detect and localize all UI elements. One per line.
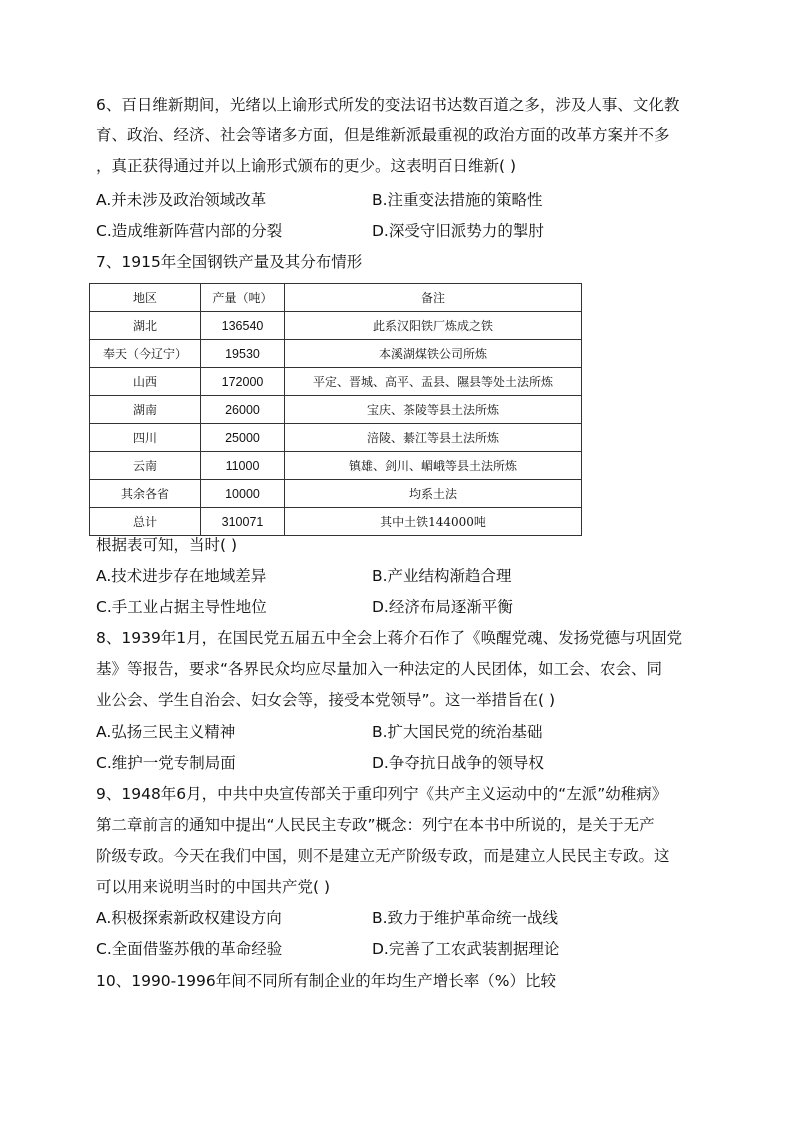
- question-9-stem-line-1: 9、1948年6月，中共中央宣传部关于重印列宁《共产主义运动中的“左派”幼稚病》: [96, 785, 668, 803]
- question-6-option-c: C.造成维新阵营内部的分裂: [96, 222, 283, 240]
- question-10-stem-line-1: 10、1990-1996年间不同所有制企业的年均生产增长率（%）比较: [96, 972, 556, 990]
- table-cell-output: 26000: [201, 396, 285, 424]
- table-cell-output: 172000: [201, 368, 285, 396]
- question-7-title: 7、1915年全国钢铁产量及其分布情形: [96, 253, 363, 271]
- table-row: [90, 452, 582, 480]
- table-cell-region: 湖南: [90, 396, 201, 424]
- question-7-option-d: D.经济布局逐渐平衡: [372, 598, 513, 616]
- question-6-option-b: B.注重变法措施的策略性: [372, 191, 543, 209]
- question-6-stem-line-1: 6、百日维新期间，光绪以上谕形式所发的变法诏书达数百道之多，涉及人事、文化教: [96, 96, 680, 114]
- table-row: [90, 480, 582, 508]
- table-cell-note: 平定、晋城、高平、盂县、隰县等处土法所炼: [285, 368, 582, 396]
- table-cell-note: 镇雄、剑川、嵋峨等县土法所炼: [285, 452, 582, 480]
- question-8-stem-line-1: 8、1939年1月，在国民党五届五中全会上蒋介石作了《唤醒党魂、发扬党德与巩固党: [96, 629, 683, 647]
- question-6-option-a: A.并未涉及政治领域改革: [96, 191, 267, 209]
- table-row: [90, 396, 582, 424]
- question-8-option-a: A.弘扬三民主义精神: [96, 723, 236, 741]
- table-cell-region: 山西: [90, 368, 201, 396]
- question-8-option-d: D.争夺抗日战争的领导权: [372, 754, 544, 772]
- table-row: [90, 312, 582, 340]
- question-9-stem-line-3: 阶级专政。今天在我们中国，则不是建立无产阶级专政，而是建立人民民主专政。这: [96, 847, 670, 865]
- table-cell-output: 10000: [201, 480, 285, 508]
- table-cell-region: 其余各省: [90, 480, 201, 508]
- question-6-option-d: D.深受守旧派势力的掣肘: [372, 222, 544, 240]
- table-cell-region: 云南: [90, 452, 201, 480]
- table-cell-output: 136540: [201, 312, 285, 340]
- question-7-option-a: A.技术进步存在地域差异: [96, 567, 267, 585]
- table-cell-output: 11000: [201, 452, 285, 480]
- question-9-option-d: D.完善了工农武装割据理论: [372, 940, 560, 958]
- table-cell-note: 本溪湖煤铁公司所炼: [285, 340, 582, 368]
- table-header-row: [90, 284, 582, 312]
- question-7-option-c: C.手工业占据主导性地位: [96, 598, 267, 616]
- question-8-stem-line-2: 基》等报告，要求“各界民众均应尽量加入一种法定的人民团体，如工会、农会、同: [96, 660, 663, 678]
- question-8-option-c: C.维护一党专制局面: [96, 754, 236, 772]
- question-6-stem-line-3: ，真正获得通过并以上谕形式颁布的更少。这表明百日维新( ): [96, 157, 517, 175]
- table-cell-region: 总计: [90, 508, 201, 536]
- question-7-stem: 根据表可知，当时( ): [96, 536, 238, 554]
- table-cell-note: 涪陵、綦江等县土法所炼: [285, 424, 582, 452]
- table-cell-note: 此系汉阳铁厂炼成之铁: [285, 312, 582, 340]
- table-cell-region: 湖北: [90, 312, 201, 340]
- table-header-cell: 地区: [90, 284, 201, 312]
- table-cell-output: 19530: [201, 340, 285, 368]
- question-9-option-a: A.积极探索新政权建设方向: [96, 909, 282, 927]
- table-row: [90, 368, 582, 396]
- question-6-stem-line-2: 育、政治、经济、社会等诸多方面，但是维新派最重视的政治方面的改革方案并不多: [96, 126, 670, 144]
- table-row: [90, 340, 582, 368]
- steel-output-table: [89, 283, 582, 536]
- question-9-stem-line-4: 可以用来说明当时的中国共产党( ): [96, 878, 331, 896]
- table-row: [90, 424, 582, 452]
- table-cell-note: 其中土铁144000吨: [285, 508, 582, 536]
- question-7-option-b: B.产业结构渐趋合理: [372, 567, 512, 585]
- table-header-cell: 备注: [285, 284, 582, 312]
- question-9-option-b: B.致力于维护革命统一战线: [372, 909, 559, 927]
- table-cell-note: 均系土法: [285, 480, 582, 508]
- table-cell-output: 25000: [201, 424, 285, 452]
- table-cell-output: 310071: [201, 508, 285, 536]
- question-8-option-b: B.扩大国民党的统治基础: [372, 723, 543, 741]
- table-row: [90, 508, 582, 536]
- question-9-stem-line-2: 第二章前言的通知中提出“人民民主专政”概念：列宁在本书中所说的，是关于无产: [96, 816, 655, 834]
- table-cell-region: 奉天（今辽宁）: [90, 340, 201, 368]
- question-9-option-c: C.全面借鉴苏俄的革命经验: [96, 940, 283, 958]
- question-8-stem-line-3: 业公会、学生自治会、妇女会等，接受本党领导”。这一举措旨在( ): [96, 691, 556, 709]
- table-cell-note: 宝庆、茶陵等县土法所炼: [285, 396, 582, 424]
- table-cell-region: 四川: [90, 424, 201, 452]
- table-header-cell: 产量（吨）: [201, 284, 285, 312]
